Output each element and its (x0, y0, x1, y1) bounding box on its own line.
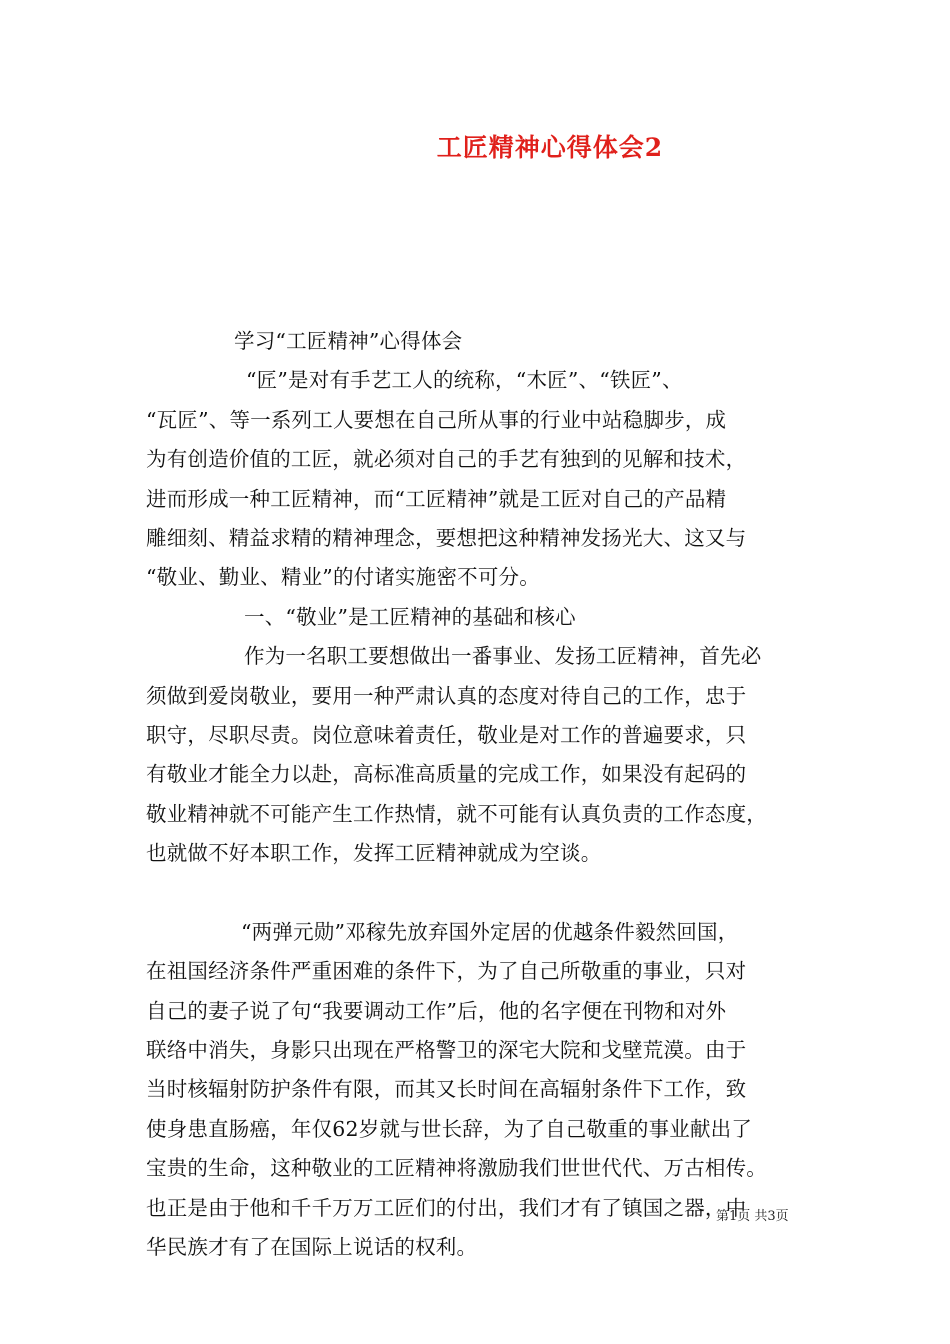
text-line: 敬业精神就不可能产生工作热情，就不可能有认真负责的工作态度， (146, 801, 767, 826)
text-line: “两弹元勋”邓稼先放弃国外定居的优越条件毅然回国， (241, 919, 739, 944)
text-line: “敬业、勤业、精业”的付诸实施密不可分。 (146, 565, 540, 590)
page-number: 第1页 共3页 (716, 1209, 789, 1224)
text-line: 为有创造价值的工匠，就必须对自己的手艺有独到的见解和技术， (146, 447, 747, 472)
text-line: 自己的妻子说了句“我要调动工作”后，他的名字便在刊物和对外 (146, 998, 727, 1023)
text-line: 华民族才有了在国际上说话的权利。 (146, 1234, 478, 1259)
text-line: 当时核辐射防护条件有限，而其又长时间在高辐射条件下工作，致 (146, 1077, 747, 1102)
text-line: 进而形成一种工匠精神，而“工匠精神”就是工匠对自己的产品精 (146, 486, 727, 511)
document-body (146, 322, 818, 1267)
text-line: 有敬业才能全力以赴，高标准高质量的完成工作，如果没有起码的 (146, 762, 747, 787)
text-line: 职守，尽职尽责。岗位意味着责任，敬业是对工作的普遍要求，只 (146, 722, 747, 747)
text-line: 在祖国经济条件严重困难的条件下，为了自己所敬重的事业，只对 (146, 959, 747, 984)
text-line: 作为一名职工要想做出一番事业、发扬工匠精神，首先必 (244, 644, 762, 669)
text-line: “匠”是对有手艺工人的统称，“木匠”、“铁匠”、 (246, 368, 683, 393)
text-line: 也就做不好本职工作，发挥工匠精神就成为空谈。 (146, 841, 602, 866)
text-line: “瓦匠”、等一系列工人要想在自己所从事的行业中站稳脚步，成 (146, 407, 727, 432)
text-line: 也正是由于他和千千万万工匠们的付出，我们才有了镇国之器，中 (146, 1195, 747, 1220)
text-line: 一、“敬业”是工匠精神的基础和核心 (244, 604, 576, 629)
text-line: 使身患直肠癌，年仅62岁就与世长辞，为了自己敬重的事业献出了 (146, 1116, 753, 1141)
page-title: 工匠精神心得体会2 (436, 133, 664, 162)
text-line: 联络中消失，身影只出现在严格警卫的深宅大院和戈壁荒漠。由于 (146, 1038, 747, 1063)
text-line: 宝贵的生命，这种敬业的工匠精神将激励我们世世代代、万古相传。 (146, 1156, 767, 1181)
text-line: 须做到爱岗敬业，要用一种严肃认真的态度对待自己的工作，忠于 (146, 683, 747, 708)
text-line: 雕细刻、精益求精的精神理念，要想把这种精神发扬光大、这又与 (146, 525, 747, 550)
text-line (146, 873, 818, 912)
text-line: 学习“工匠精神”心得体会 (234, 329, 463, 353)
